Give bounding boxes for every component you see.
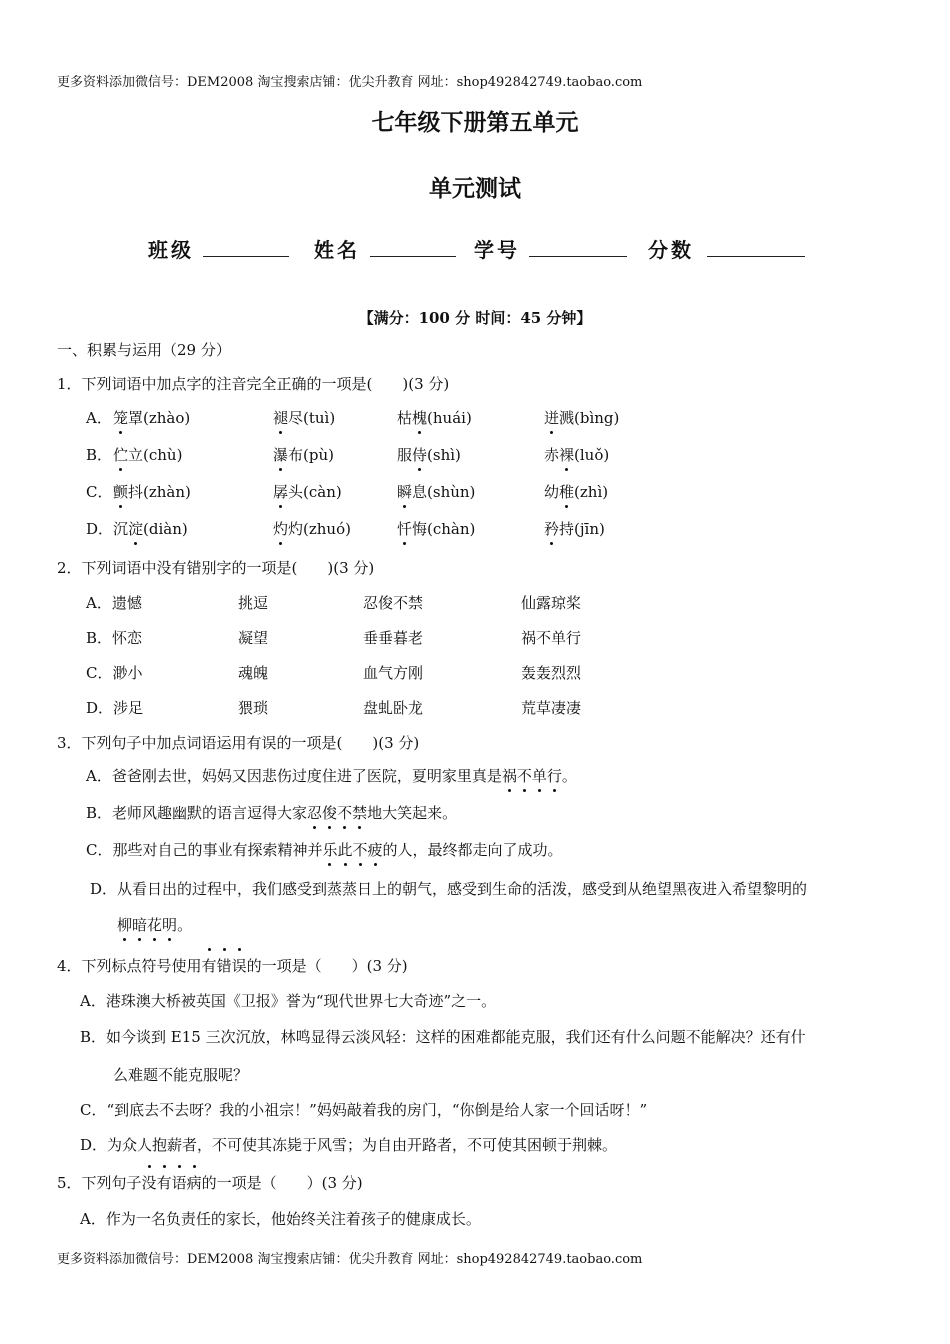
- q1-option-d-word4: 矜持(jīn): [544, 520, 605, 538]
- question-1-stem: 1．下列词语中加点字的注音完全正确的一项是( )(3 分): [57, 375, 450, 393]
- footer-watermark: 更多资料添加微信号：DEM2008 淘宝搜索店铺：优尖升教育 网址：shop492842749.taobao.com: [57, 1252, 643, 1267]
- q1-option-a-label: A．: [86, 409, 112, 427]
- q3-option-a: A．爸爸刚去世，妈妈又因悲伤过度住进了医院，夏明家里真是祸不单行。: [86, 767, 577, 785]
- q2-option-c-word3: 血气方刚: [363, 664, 424, 682]
- q1-option-b-word2: 瀑布(pù): [273, 446, 334, 464]
- q4-option-d: D．为众人抱薪者，不可使其冻毙于风雪；为自由开路者，不可使其困顿于荆棘。: [80, 1136, 618, 1154]
- q4-option-b-line1: B．如今谈到 E15 三次沉放，林鸣显得云淡风轻：这样的困难都能克服，我们还有什么问题不能解决？还有什: [80, 1028, 806, 1046]
- q2-option-a-word4: 仙露琼桨: [521, 594, 582, 612]
- q1-option-d-word3: 忏悔(chàn): [397, 520, 476, 538]
- q1-option-b-word4: 赤裸(luǒ): [544, 446, 610, 464]
- number-blank[interactable]: [529, 256, 627, 257]
- q4-option-a: A．港珠澳大桥被英国《卫报》誉为“现代世界七大奇迹”之一。: [80, 992, 497, 1010]
- score-blank[interactable]: [707, 256, 805, 257]
- question-5-stem: 5．下列句子没有语病的一项是（ ）(3 分): [57, 1174, 363, 1192]
- header-watermark-top: 更多资料添加微信号：DEM2008 淘宝搜索店铺：优尖升教育 网址：shop492842749.taobao.com: [57, 75, 643, 90]
- q1-option-a-word1: 笼罩(zhào): [113, 409, 191, 427]
- number-label: 学号: [474, 238, 520, 262]
- q3-option-c: C．那些对自己的事业有探索精神并乐此不疲的人，最终都走向了成功。: [86, 841, 563, 859]
- q2-option-b-word4: 祸不单行: [521, 629, 582, 647]
- q1-option-a-word2: 褪尽(tuì): [273, 409, 336, 427]
- name-label: 姓名: [314, 238, 360, 262]
- q1-option-c-word1: 颤抖(zhàn): [113, 483, 191, 501]
- q1-option-a-word3: 枯槐(huái): [397, 409, 472, 427]
- q1-option-b-word3: 服侍(shì): [397, 446, 461, 464]
- q1-option-c-word3: 瞬息(shùn): [397, 483, 476, 501]
- q3-option-d-line2: 柳暗花明。: [117, 916, 193, 934]
- q3-option-b: B．老师风趣幽默的语言逗得大家忍俊不禁地大笑起来。: [86, 804, 458, 822]
- q4-option-b-line2: 么难题不能克服呢？: [113, 1066, 249, 1084]
- q1-option-d-label: D．: [86, 520, 114, 538]
- question-4-stem: 4．下列标点符号使用有错误的一项是（ ）(3 分): [57, 957, 408, 975]
- exam-meta: 【满分：100 分 时间：45 分钟】: [358, 309, 592, 327]
- q2-option-c-word4: 轰轰烈烈: [521, 664, 582, 682]
- q2-option-d-word3: 盘虬卧龙: [363, 699, 424, 717]
- q2-option-b-word3: 垂垂暮老: [363, 629, 424, 647]
- q2-option-a-word1: A．遗憾: [86, 594, 142, 612]
- q2-option-b-word1: B．怀恋: [86, 629, 143, 647]
- q1-option-d-word1: 沉淀(diàn): [113, 520, 188, 538]
- q2-option-d-word2: 猥琐: [238, 699, 269, 717]
- q1-option-a-word4: 迸溅(bìng): [544, 409, 620, 427]
- q1-option-b-label: B．: [86, 446, 113, 464]
- page-title: 七年级下册第五单元: [371, 109, 579, 136]
- q1-option-b-word1: 伫立(chù): [113, 446, 183, 464]
- score-label: 分数: [648, 238, 694, 262]
- page-subtitle: 单元测试: [429, 175, 521, 202]
- name-blank[interactable]: [370, 256, 456, 257]
- q2-option-d-word1: D．涉足: [86, 699, 144, 717]
- section-heading: 一、积累与运用（29 分）: [57, 341, 231, 359]
- class-blank[interactable]: [203, 256, 289, 257]
- question-2-stem: 2．下列词语中没有错别字的一项是( )(3 分): [57, 559, 375, 577]
- q3-option-d-line1: D．从看日出的过程中，我们感受到蒸蒸日上的朝气，感受到生命的活泼，感受到从绝望黑夜进入希望黎明的: [90, 880, 808, 898]
- class-label: 班级: [148, 238, 194, 262]
- q1-option-d-word2: 灼灼(zhuó): [273, 520, 351, 538]
- q1-option-c-word2: 孱头(càn): [273, 483, 342, 501]
- q2-option-b-word2: 凝望: [238, 629, 269, 647]
- q2-option-c-word2: 魂魄: [238, 664, 269, 682]
- q2-option-c-word1: C．渺小: [86, 664, 143, 682]
- question-3-stem: 3．下列句子中加点词语运用有误的一项是( )(3 分): [57, 734, 420, 752]
- q1-option-c-label: C．: [86, 483, 113, 501]
- q2-option-d-word4: 荒草凄凄: [521, 699, 582, 717]
- student-info-row: [148, 232, 818, 266]
- q2-option-a-word2: 挑逗: [238, 594, 269, 612]
- q5-option-a: A．作为一名负责任的家长，他始终关注着孩子的健康成长。: [80, 1210, 481, 1228]
- q2-option-a-word3: 忍俊不禁: [363, 594, 424, 612]
- q4-option-c: C．“到底去不去呀？我的小祖宗！”妈妈敲着我的房门，“你倒是给人家一个回话呀！”: [80, 1101, 648, 1119]
- q1-option-c-word4: 幼稚(zhì): [544, 483, 609, 501]
